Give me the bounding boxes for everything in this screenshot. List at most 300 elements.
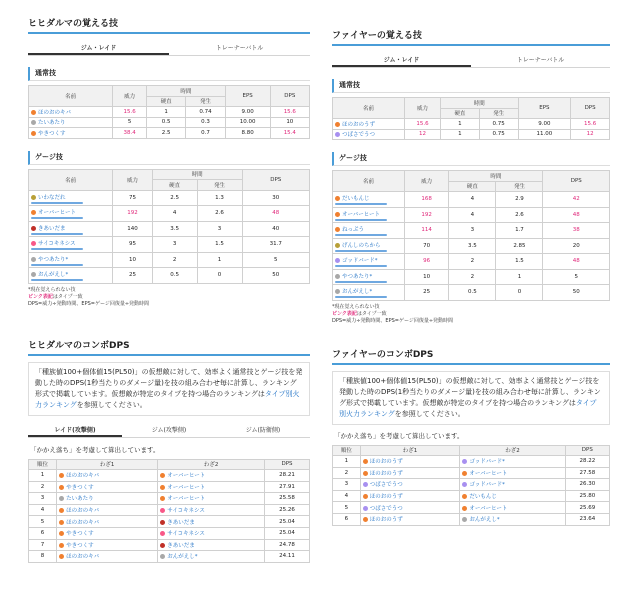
dps-cell: 27.91 [265,481,310,493]
type-ranking-link[interactable]: タイプ別火力ランキング [339,398,597,418]
table-row [333,223,610,239]
move-name-cell [333,223,405,239]
move-link[interactable]: やつあたり* [342,273,373,280]
power-cell: 15.6 [113,107,147,118]
dps-cell: 50 [242,268,309,284]
rank-cell: 1 [333,456,361,468]
type-icon [462,506,467,511]
col-dps: DPS [265,459,310,470]
note-pink-text: はタイプ一致 [356,310,387,317]
type-icon [31,226,36,231]
combo-move-cell [57,470,158,482]
type-icon [363,494,368,499]
gauge-bar [31,233,83,235]
move-link[interactable]: おんがえし* [167,554,198,561]
right-combo-title: ファイヤーのコンボDPS [332,347,610,365]
col-time: 時間 [449,171,543,182]
tab-raid-attack[interactable]: レイド(攻撃側) [28,424,122,437]
move-link[interactable]: だいもんじ [469,494,497,501]
left-fast-table [28,85,310,139]
move-link[interactable]: ほのおのキバ [66,473,100,480]
table-row [333,467,610,479]
gauge-bar [31,202,83,204]
dps-cell: 50 [543,285,610,301]
col-fire: 発生 [479,108,518,119]
combo-move-cell [460,467,565,479]
table-row [333,119,610,130]
table-row [333,479,610,491]
move-link[interactable]: おんがえし* [38,272,69,278]
dps-cell: 5 [543,269,610,285]
tab-gym-raid[interactable]: ジム・レイド [28,42,169,55]
fire-cell: 2.6 [197,206,242,222]
dps-cell: 28.22 [565,456,609,468]
move-link[interactable]: つばさでうつ [369,482,403,489]
fire-cell: 1 [197,252,242,268]
move-link[interactable]: オーバーヒート [469,505,508,512]
stiff-cell: 3.5 [449,238,496,254]
type-icon [160,554,165,559]
type-icon [462,494,467,499]
table-row [333,285,610,301]
fire-cell: 3 [197,221,242,237]
dps-cell: 48 [242,206,309,222]
move-name-cell [333,285,405,301]
col-move1: わざ1 [360,445,460,456]
col-fire: 発生 [197,180,242,191]
type-icon [160,485,165,490]
move-link[interactable]: ゴッドバード* [469,482,505,489]
table-row [333,192,610,208]
type-icon [335,132,340,137]
combo-move-cell [460,456,565,468]
fire-cell: 1 [496,269,543,285]
col-power: 威力 [405,98,441,119]
fire-cell: 0.75 [479,119,518,130]
col-dps: DPS [242,169,309,190]
tab-gym-defense[interactable]: ジム(防衛側) [245,426,281,434]
note-pink-text: はタイプ一致 [52,293,83,300]
right-notes [332,304,610,325]
note-pink [332,311,610,318]
gauge-bar [31,248,83,250]
dps-cell: 24.78 [265,539,310,551]
combo-move-cell [57,551,158,563]
gauge-bar [31,279,83,281]
type-icon [335,243,340,248]
stiff-cell: 3 [449,223,496,239]
dps-cell: 15.6 [571,119,610,130]
dps-cell: 27.58 [565,467,609,479]
stiff-cell: 2 [449,254,496,270]
power-cell: 5 [113,117,147,128]
type-icon [160,543,165,548]
col-rank: 順位 [29,459,57,470]
col-dps: DPS [270,86,309,107]
stiff-cell: 2 [449,269,496,285]
move-link[interactable]: おんがえし* [469,517,500,524]
dps-cell: 38 [543,223,610,239]
col-time: 時間 [147,86,226,97]
power-cell: 70 [405,238,449,254]
table-row [29,527,310,539]
type-icon [462,471,467,476]
power-cell: 25 [113,268,152,284]
stiff-cell: 0.5 [147,117,186,128]
col-name: 名前 [29,169,113,190]
dps-cell: 30 [242,190,309,206]
col-fire: 発生 [496,181,543,192]
right-section-title: ファイヤーの覚える技 [332,28,610,46]
table-row [333,129,610,140]
type-ranking-link[interactable]: タイプ別火力ランキング [35,389,300,409]
move-link[interactable]: オーバーヒート [167,473,206,480]
move-name-cell [333,119,405,130]
type-icon [31,195,36,200]
move-name-cell [29,190,113,206]
right-charge-heading: ゲージ技 [332,152,610,166]
right-charge-table [332,170,610,301]
type-icon [31,257,36,262]
fire-cell: 2.9 [496,192,543,208]
move-link[interactable]: つばさでうつ [342,132,376,139]
gauge-bar [335,234,387,236]
fire-cell: 0.75 [479,129,518,140]
move-link[interactable]: ほのおのキバ [66,554,100,561]
tab-gym-raid[interactable]: ジム・レイド [332,54,471,67]
col-time: 時間 [152,169,242,180]
move-link[interactable]: ほのおのうず [369,494,403,501]
rank-cell: 7 [29,539,57,551]
move-link[interactable]: サイコキネシス [167,508,205,515]
move-link[interactable]: ほのおのうず [342,121,376,128]
move-link[interactable]: ほのおのうず [369,470,403,477]
move-link[interactable]: つばさでうつ [369,505,403,512]
move-link[interactable]: おんがえし* [342,289,373,295]
table-row [333,456,610,468]
left-section-title: ヒヒダルマの覚える技 [28,16,310,34]
left-charge-heading: ゲージ技 [28,151,310,165]
type-icon [160,508,165,513]
table-row [29,128,310,139]
dps-cell: 31.7 [242,237,309,253]
type-icon [59,496,64,501]
move-link[interactable]: オーバーヒート [469,470,508,477]
move-link[interactable]: ねっぷう [342,227,365,233]
move-link[interactable]: オーバーヒート [167,496,206,503]
stiff-cell: 3 [152,237,197,253]
col-move2: わざ2 [158,459,265,470]
power-cell: 25 [405,285,449,301]
table-row [333,207,610,223]
power-cell: 15.6 [405,119,441,130]
rank-cell: 2 [333,467,361,479]
left-charge-table [28,169,310,284]
dps-cell: 25.69 [565,502,609,514]
fire-cell: 1.5 [197,237,242,253]
move-link[interactable]: いわなだれ [38,194,66,201]
col-move1: わざ1 [57,459,158,470]
type-icon [31,241,36,246]
note-pink-label: ピンク表記 [332,310,357,317]
stiff-cell: 4 [449,192,496,208]
col-rank: 順位 [333,445,361,456]
stiff-cell: 1 [441,129,480,140]
combo-move-cell [158,481,265,493]
type-icon [462,517,467,522]
dps-cell: 15.6 [270,107,309,118]
combo-move-cell [158,504,265,516]
gauge-bar [335,219,387,221]
left-combo-table [28,459,310,563]
table-row [333,254,610,270]
type-icon [59,554,64,559]
gauge-bar [335,281,387,283]
type-icon [59,531,64,536]
type-icon [363,471,368,476]
table-row [29,539,310,551]
move-link[interactable]: ほのおのうず [369,459,403,466]
stiff-cell: 4 [152,206,197,222]
move-link[interactable]: ほのおのキバ [38,109,72,116]
move-link[interactable]: やきつくす [66,531,94,538]
power-cell: 38.4 [113,128,147,139]
type-icon [462,482,467,487]
left-combo-sub: 「かかえ落ち」を考慮して算出しています。 [30,445,160,454]
move-name-cell [29,252,113,268]
move-link[interactable]: やきつくす [38,130,66,137]
stiff-cell: 2.5 [152,190,197,206]
move-link[interactable]: きあいだま [167,542,195,549]
move-link[interactable]: きあいだま [38,225,66,232]
right-combo-sub: 「かかえ落ち」を考慮して算出しています。 [334,431,464,440]
type-icon [335,196,340,201]
table-row [333,238,610,254]
combo-move-cell [57,481,158,493]
note-formula: DPS=威力÷発動時間、EPS=ゲージ回復量÷発動時間 [28,300,150,307]
col-eps: EPS [518,98,571,119]
stiff-cell: 2.5 [147,128,186,139]
combo-move-cell [57,493,158,505]
table-row [29,481,310,493]
move-name-cell [333,269,405,285]
move-name-cell [333,207,405,223]
stiff-cell: 0.5 [152,268,197,284]
col-stiff: 硬直 [449,181,496,192]
table-row [29,221,310,237]
table-row [29,470,310,482]
type-icon [59,543,64,548]
move-link[interactable]: やつあたり* [38,256,69,263]
move-link[interactable]: きあいだま [167,519,195,526]
stiff-cell: 1 [147,107,186,118]
left-fast-heading: 通常技 [28,67,310,81]
stiff-cell: 2 [152,252,197,268]
move-link[interactable]: たいあたり [66,496,94,503]
move-link[interactable]: やきつくす [66,542,94,549]
move-name-cell [29,221,113,237]
power-cell: 96 [405,254,449,270]
gauge-bar [335,265,387,267]
move-link[interactable]: オーバーヒート [342,211,381,218]
combo-move-cell [158,551,265,563]
dps-cell: 40 [242,221,309,237]
combo-move-cell [57,504,158,516]
combo-move-cell [158,493,265,505]
type-icon [31,110,36,115]
move-link[interactable]: オーバーヒート [38,210,77,216]
eps-cell: 9.00 [225,107,270,118]
combo-move-cell [57,527,158,539]
note-formula: DPS=威力÷発動時間、EPS=ゲージ回復量÷発動時間 [332,317,454,324]
table-row [29,252,310,268]
rank-cell: 4 [29,504,57,516]
note-unavailable: *現在覚えられない技 [332,303,380,310]
col-power: 威力 [405,171,449,192]
desc-text: 「種族値100+個体値15(PL50)」の仮想敵に対して、効率よく通常技とゲージ技を発動した時のDPS(1秒当たりのダメージ量)を技の組み合わせ毎に計算し、ランキング形式で掲載しています。仮想敵が特定のタイプを持つ場合のランキングは [35,367,303,398]
combo-move-cell [460,490,565,502]
right-column [332,0,610,526]
table-row [29,107,310,118]
combo-move-cell [360,467,460,479]
col-name: 名前 [29,86,113,107]
fire-cell: 0.3 [186,117,225,128]
combo-move-cell [360,490,460,502]
type-icon [335,227,340,232]
table-row [29,190,310,206]
gauge-bar [31,217,83,219]
note-unavailable: *現在覚えられない技 [28,286,76,293]
right-combo-desc [332,371,610,425]
dps-cell: 15.4 [270,128,309,139]
power-cell: 140 [113,221,152,237]
right-combo-table [332,445,610,526]
table-row [29,516,310,528]
move-link[interactable]: げんしのちから [342,242,381,249]
type-icon [363,517,368,522]
type-icon [59,485,64,490]
type-icon [31,210,36,215]
fire-cell: 0 [197,268,242,284]
combo-move-cell [158,516,265,528]
move-link[interactable]: やきつくす [66,484,94,491]
eps-cell: 11.00 [518,129,571,140]
move-link[interactable]: ゴッドバード* [342,258,378,264]
col-dps: DPS [571,98,610,119]
rank-cell: 5 [333,502,361,514]
stiff-cell: 1 [441,119,480,130]
tab-trainer-battle[interactable]: トレーナーバトル [516,57,565,64]
gauge-bar [335,203,387,205]
move-name-cell [29,117,113,128]
left-combo-title: ヒヒダルマのコンボDPS [28,338,310,356]
move-link[interactable]: ほのおのキバ [66,519,100,526]
dps-cell: 42 [543,192,610,208]
dps-cell: 25.04 [265,516,310,528]
table-row [333,490,610,502]
left-column [28,0,310,563]
type-icon [335,289,340,294]
fire-cell: 1.5 [496,254,543,270]
type-icon [160,473,165,478]
gauge-bar [31,264,83,266]
power-cell: 10 [113,252,152,268]
move-link[interactable]: オーバーヒート [167,484,206,491]
type-icon [59,473,64,478]
table-row [29,237,310,253]
type-icon [59,520,64,525]
right-fast-heading: 通常技 [332,79,610,93]
combo-move-cell [360,513,460,525]
table-row [29,551,310,563]
move-link[interactable]: サイコキネシス [38,241,76,247]
dps-cell: 25.58 [265,493,310,505]
type-icon [160,520,165,525]
left-tabs [28,42,310,56]
dps-cell: 25.80 [565,490,609,502]
dps-cell: 48 [543,207,610,223]
tab-gym-attack[interactable]: ジム(攻撃側) [151,426,187,434]
note-pink [28,294,310,301]
eps-cell: 9.00 [518,119,571,130]
gauge-bar [335,296,387,298]
stiff-cell: 4 [449,207,496,223]
move-link[interactable]: ほのおのキバ [66,508,100,515]
table-row [333,513,610,525]
right-fast-table [332,97,610,140]
type-icon [160,496,165,501]
rank-cell: 8 [29,551,57,563]
col-name: 名前 [333,98,405,119]
move-name-cell [29,107,113,118]
col-eps: EPS [225,86,270,107]
desc-text-end: を参照してください。 [76,400,147,409]
power-cell: 168 [405,192,449,208]
right-tabs [332,54,610,68]
table-row [333,269,610,285]
type-icon [31,272,36,277]
eps-cell: 8.80 [225,128,270,139]
move-link[interactable]: サイコキネシス [167,531,205,538]
note-pink-label: ピンク表記 [28,293,53,300]
dps-cell: 26.30 [565,479,609,491]
move-link[interactable]: ほのおのうず [369,517,403,524]
move-link[interactable]: だいもんじ [342,196,370,202]
type-icon [335,212,340,217]
dps-cell: 25.04 [265,527,310,539]
dps-cell: 20 [543,238,610,254]
power-cell: 12 [405,129,441,140]
col-name: 名前 [333,171,405,192]
move-link[interactable]: たいあたり [38,120,66,127]
combo-move-cell [460,513,565,525]
dps-cell: 25.26 [265,504,310,516]
dps-cell: 12 [571,129,610,140]
rank-cell: 4 [333,490,361,502]
dps-cell: 23.64 [565,513,609,525]
table-row [29,504,310,516]
rank-cell: 3 [29,493,57,505]
fire-cell: 0.74 [186,107,225,118]
tab-trainer-battle[interactable]: トレーナーバトル [215,45,264,52]
fire-cell: 1.3 [197,190,242,206]
col-fire: 発生 [186,96,225,107]
type-icon [31,120,36,125]
power-cell: 95 [113,237,152,253]
move-name-cell [29,237,113,253]
move-link[interactable]: ゴッドバード* [469,459,505,466]
col-stiff: 硬直 [147,96,186,107]
